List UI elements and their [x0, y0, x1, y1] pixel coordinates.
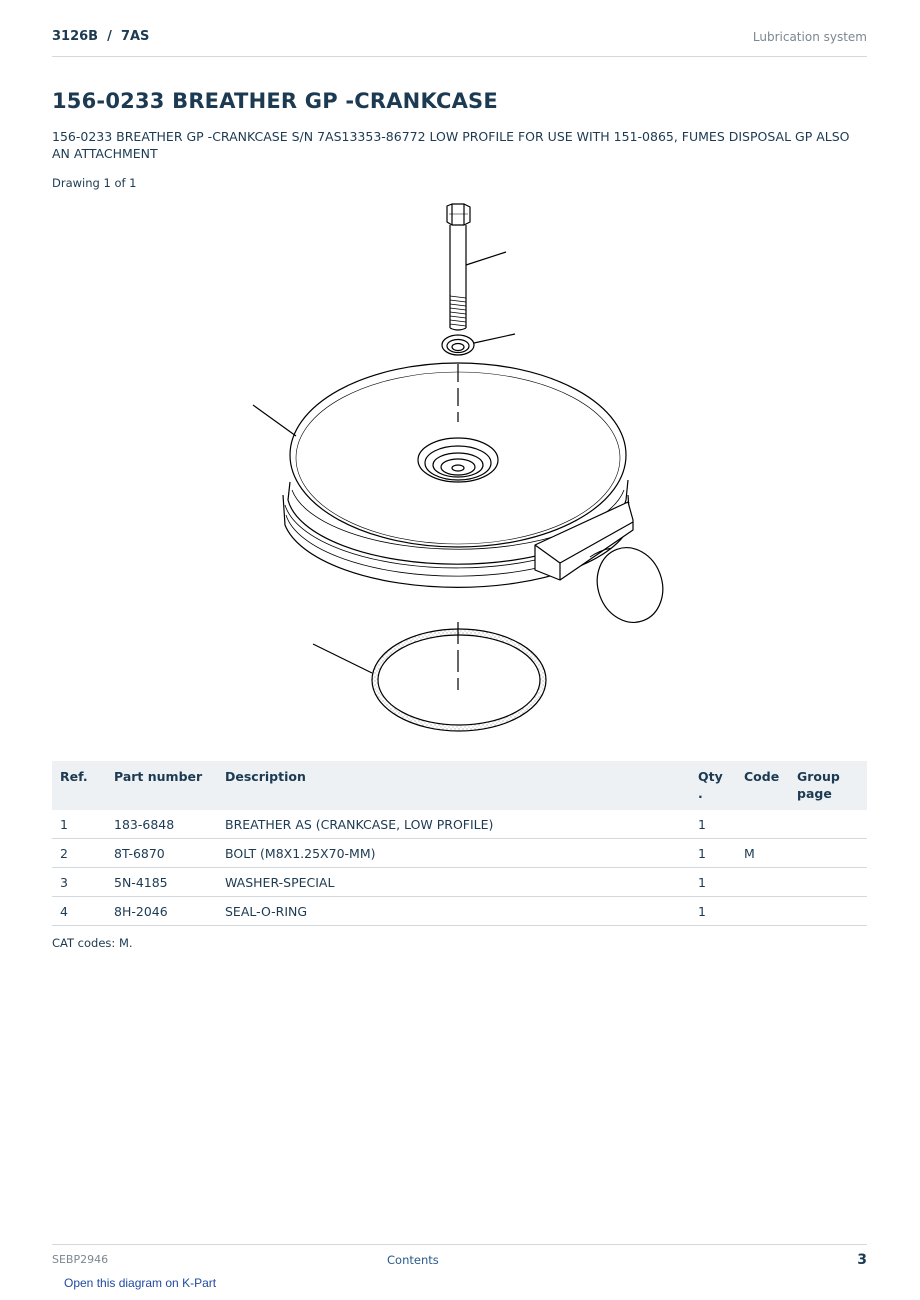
- footer-document-number: SEBP2946: [52, 1253, 109, 1266]
- cell-description: BOLT (M8X1.25X70-MM): [217, 839, 690, 868]
- breather-body-part: [253, 363, 673, 632]
- col-header-part-number: Part number: [106, 761, 217, 810]
- cell-part-number: 8T-6870: [106, 839, 217, 868]
- cell-group-page: [789, 810, 867, 839]
- table-row: [52, 810, 867, 839]
- cell-qty: 1: [690, 810, 736, 839]
- contents-link[interactable]: Contents: [387, 1253, 439, 1267]
- cell-ref: 4: [52, 897, 106, 926]
- table-row: [52, 839, 867, 868]
- page-number: 3: [857, 1252, 867, 1268]
- cell-ref: 2: [52, 839, 106, 868]
- table-row: [52, 897, 867, 926]
- cell-code: [736, 810, 789, 839]
- page-header: [52, 28, 867, 57]
- page-title: 156-0233 BREATHER GP -CRANKCASE: [52, 89, 498, 113]
- col-header-description: Description: [217, 761, 690, 810]
- table-row: [52, 868, 867, 897]
- open-k-part-link[interactable]: Open this diagram on K-Part: [64, 1276, 217, 1290]
- col-header-code: Code: [736, 761, 789, 810]
- section-name: Lubrication system: [752, 30, 867, 44]
- cell-code: [736, 868, 789, 897]
- cell-part-number: 8H-2046: [106, 897, 217, 926]
- cell-part-number: 5N-4185: [106, 868, 217, 897]
- cell-description: SEAL-O-RING: [217, 897, 690, 926]
- cell-code: [736, 897, 789, 926]
- cell-qty: 1: [690, 868, 736, 897]
- cell-qty: 1: [690, 897, 736, 926]
- model-serial-label: 3126B / 7AS: [52, 29, 150, 44]
- parts-table: [52, 761, 867, 926]
- o-ring-seal-part: [313, 622, 546, 731]
- cell-group-page: [789, 868, 867, 897]
- cell-part-number: 183-6848: [106, 810, 217, 839]
- col-header-group-page: Group page: [789, 761, 867, 810]
- bolt-part: [447, 204, 506, 330]
- cell-group-page: [789, 897, 867, 926]
- col-header-ref: Ref.: [52, 761, 106, 810]
- exploded-parts-diagram: [230, 200, 690, 740]
- col-header-qty: Qty .: [690, 761, 736, 810]
- cell-description: BREATHER AS (CRANKCASE, LOW PROFILE): [217, 810, 690, 839]
- washer-part: [442, 334, 515, 355]
- footer-divider: [52, 1244, 867, 1245]
- cat-codes-note: CAT codes: M.: [52, 936, 133, 950]
- cell-ref: 1: [52, 810, 106, 839]
- drawing-count: Drawing 1 of 1: [52, 176, 137, 190]
- cell-group-page: [789, 839, 867, 868]
- group-description: 156-0233 BREATHER GP -CRANKCASE S/N 7AS13353-86772 LOW PROFILE FOR USE WITH 151-0865, FUMES DISPOSAL GP ALSO AN ATTACHMENT: [52, 129, 850, 161]
- cell-code: M: [736, 839, 789, 868]
- cell-description: WASHER-SPECIAL: [217, 868, 690, 897]
- cell-ref: 3: [52, 868, 106, 897]
- cell-qty: 1: [690, 839, 736, 868]
- table-header-row: [52, 761, 867, 810]
